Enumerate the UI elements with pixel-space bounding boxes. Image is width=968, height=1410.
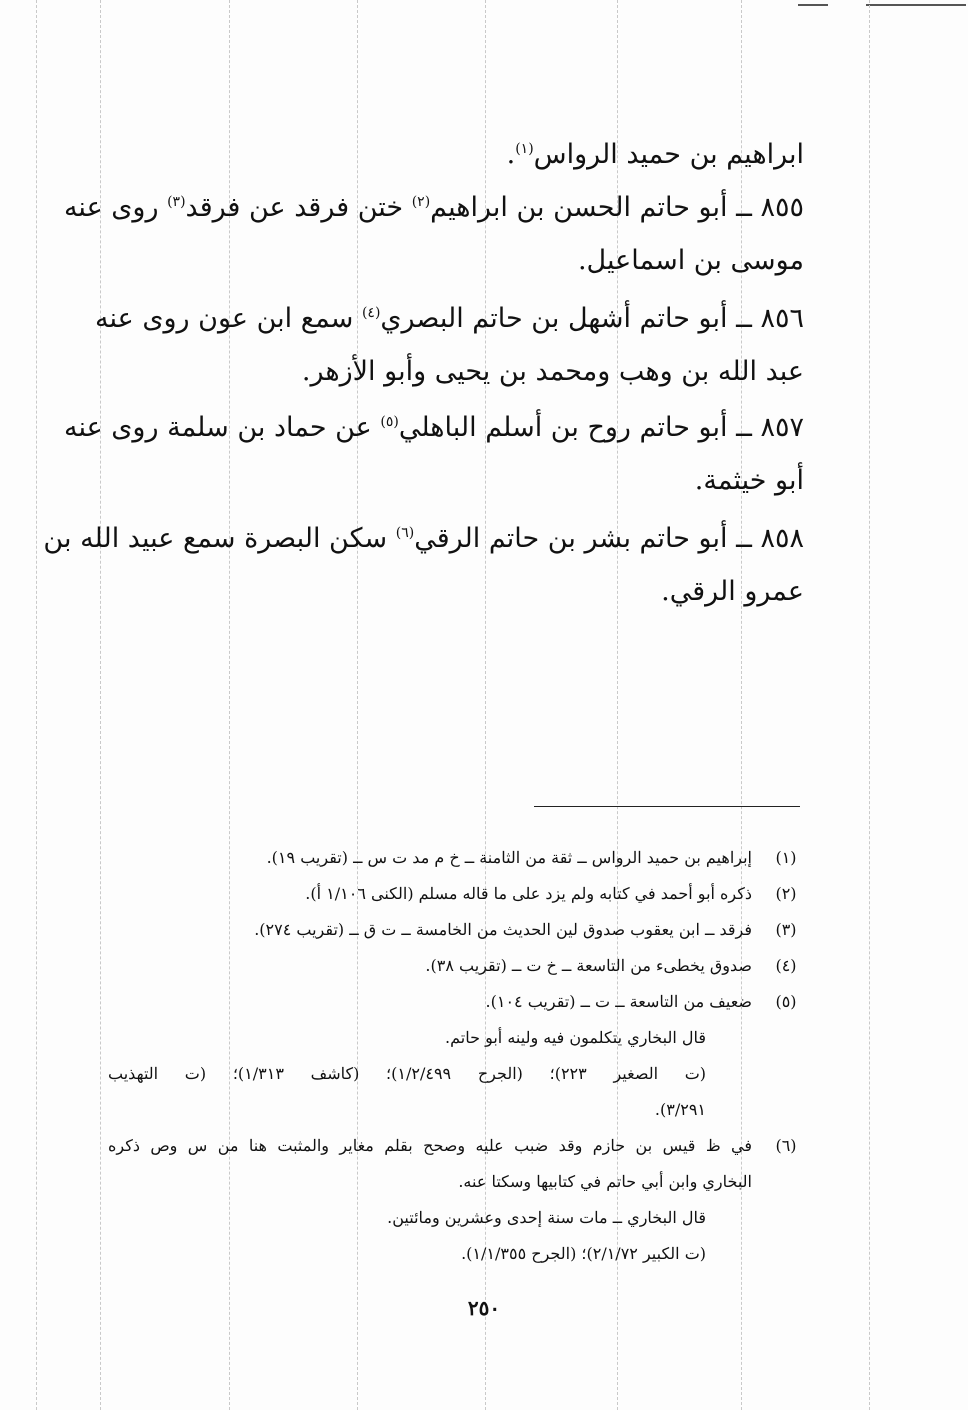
page-number: ٢٥٠: [467, 1296, 501, 1320]
text-line: ابراهيم بن حميد الرواس$^{(١)}$.: [506, 139, 804, 170]
entry-857: ٨٥٧ ــ أبو حاتم روح بن أسلم الباهلي$^{(٥)}$ عن حماد بن سلمة روى عنه: [63, 412, 804, 443]
footnote-2: (٢) ذكره أبو أحمد في كتابه ولم يزد على ما قاله مسلم (الكنى ١/١٠٦ أ).: [108, 876, 806, 912]
text-line: موسى بن اسماعيل.: [577, 245, 804, 276]
footnote-3: (٣) فرقد ــ ابن يعقوب صدوق لين الحديث من الخامسة ــ ت ق ــ (تقريب ٢٧٤).: [108, 912, 806, 948]
footnote-key: (١): [775, 848, 797, 867]
footnote-5-cont: قال البخاري يتكلمون فيه ولينه أبو حاتم.: [445, 1028, 706, 1047]
main-text: [43, 128, 804, 618]
grid-line: [36, 0, 37, 1410]
grid-line: [869, 0, 870, 1410]
footnote-key: (٦): [775, 1136, 797, 1155]
entry-856: ٨٥٦ ــ أبو حاتم أشهل بن حاتم البصري$^{(٤)}$ سمع ابن عون روى عنه: [95, 303, 804, 334]
entry-858: ٨٥٨ ــ أبو حاتم بشر بن حاتم الرقي$^{(٦)}$ سكن البصرة سمع عبيد الله بن: [43, 523, 804, 554]
footnote-6-cont: البخاري وابن أبي حاتم في كتابيها وسكتا عنه.: [458, 1172, 752, 1191]
footnote-1: (١) إبراهيم بن حميد الرواس ــ ثقة من الثامنة ــ خ م مد ت س ــ (تقريب ١٩).: [108, 840, 806, 876]
footnote-5-cont: (ت الصغير ٢٢٣)؛ (الجرح ١/٢/٤٩٩)؛ (كاشف ١/٣١٣)؛ (ت التهذيب: [108, 1064, 707, 1083]
footnote-6-cont: (ت الكبير ٢/١/٧٢)؛ (الجرح ١/١/٣٥٥).: [461, 1244, 706, 1263]
footnote-key: (٢): [775, 884, 797, 903]
footnote-key: (٣): [775, 920, 797, 939]
scan-mark: [866, 4, 966, 6]
footnote-6-cont: قال البخاري ــ مات سنة إحدى وعشرين ومائتين.: [387, 1208, 706, 1227]
footnote-key: (٥): [775, 992, 797, 1011]
text-line: عمرو الرقي.: [661, 576, 804, 607]
scan-mark: [798, 4, 828, 6]
text-line: عبد الله بن وهب ومحمد بن يحيى وأبو الأزهر.: [301, 356, 804, 387]
entry-855: ٨٥٥ ــ أبو حاتم الحسن بن ابراهيم$^{(٢)}$ ختن فرقد عن فرقد$^{(٣)}$ روى عنه: [63, 192, 804, 223]
footnote-5: (٥) ضعيف من التاسعة ــ ت ــ (تقريب ١٠٤).: [108, 984, 806, 1020]
footnote-4: (٤) صدوق يخطىء من التاسعة ــ خ ت ــ (تقريب ٣٨).: [108, 948, 806, 984]
footnote-6: (٦) في ظ قيس بن حازم وقد ضبب عليه وصحح بقلم مغاير والمثبت هنا من س وص ذكره: [108, 1128, 806, 1164]
text-line: أبو خيثمة.: [694, 465, 804, 496]
footnote-key: (٤): [775, 956, 797, 975]
footnote-5-cont: ٣/٢٩١).: [654, 1100, 706, 1119]
footnotes: [108, 840, 806, 1272]
footnote-separator: [534, 806, 800, 807]
